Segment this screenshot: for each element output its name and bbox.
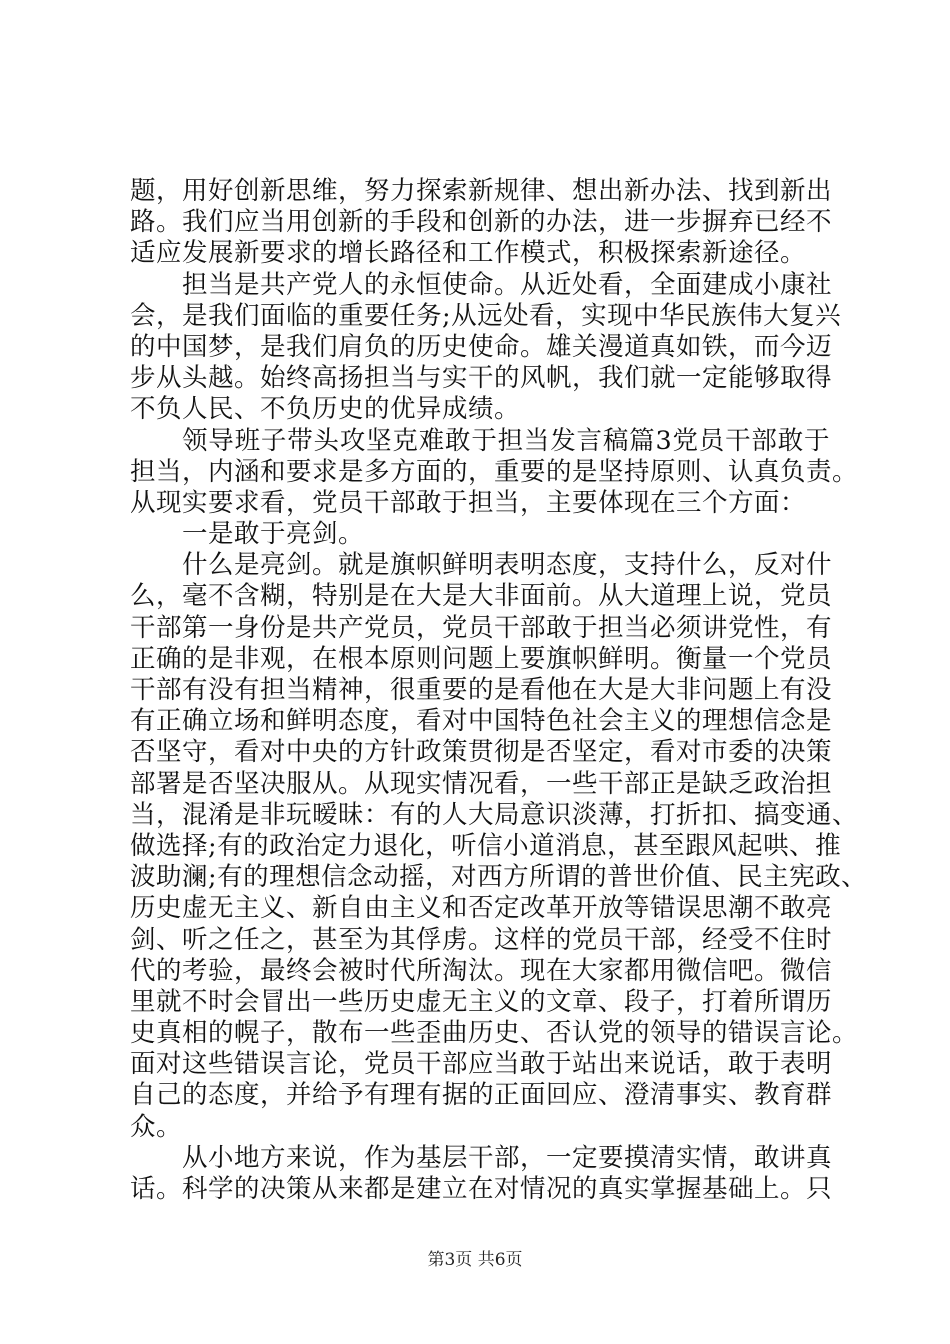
text-line: 否坚守，看对中央的方针政策贯彻是否坚定，看对市委的决策: [130, 737, 833, 768]
text-line: 面对这些错误言论，党员干部应当敢于站出来说话，敢于表明: [130, 1049, 833, 1080]
text-line: 自己的态度，并给予有理有据的正面回应、澄清事实、教育群: [130, 1080, 833, 1111]
text-line: 历史虚无主义、新自由主义和否定改革开放等错误思潮不敢亮: [130, 893, 833, 924]
text-line: 担当，内涵和要求是多方面的，重要的是坚持原则、认真负责。: [130, 456, 859, 487]
text-line: 从小地方来说，作为基层干部，一定要摸清实情，敢讲真: [182, 1142, 833, 1173]
text-line: 当，混淆是非玩暧昧：有的人大局意识淡薄，打折扣、搞变通、: [130, 799, 859, 830]
paragraph: [130, 550, 868, 1143]
text-line: 从现实要求看，党员干部敢于担当，主要体现在三个方面：: [130, 487, 807, 518]
text-line: 有正确立场和鲜明态度，看对中国特色社会主义的理想信念是: [130, 706, 833, 737]
text-line: 么，毫不含糊，特别是在大是大非面前。从大道理上说，党员: [130, 581, 833, 612]
paragraph: [130, 1142, 833, 1205]
text-line: 史真相的幌子，散布一些歪曲历史、否认党的领导的错误言论。: [130, 1018, 859, 1049]
text-line: 里就不时会冒出一些历史虚无主义的文章、段子，打着所谓历: [130, 986, 833, 1017]
text-line: 不负人民、不负历史的优异成绩。: [130, 394, 521, 425]
text-line: 波助澜;有的理想信念动摇，对西方所谓的普世价值、民主宪政、: [130, 862, 868, 893]
paragraph: [130, 425, 859, 520]
text-line: 担当是共产党人的永恒使命。从近处看，全面建成小康社: [182, 269, 833, 300]
text-line: 题，用好创新思维，努力探索新规律、想出新办法、找到新出: [130, 176, 833, 206]
text-line: 部署是否坚决服从。从现实情况看，一些干部正是缺乏政治担: [130, 768, 833, 799]
paragraph: [130, 269, 842, 426]
text-line: 什么是亮剑。就是旗帜鲜明表明态度，支持什么，反对什: [182, 550, 833, 581]
text-line: 众。: [130, 1111, 183, 1142]
text-line: 一是敢于亮剑。: [182, 519, 365, 550]
text-line: 话。科学的决策从来都是建立在对情况的真实掌握基础上。只: [130, 1174, 833, 1204]
page-footer: [0, 1245, 950, 1270]
paragraph: [130, 176, 833, 270]
paragraph: [130, 519, 830, 550]
text-line: 路。我们应当用创新的手段和创新的办法，进一步摒弃已经不: [130, 207, 833, 238]
page-number-label: 第3页 共6页: [427, 1250, 523, 1270]
text-line: 步从头越。始终高扬担当与实干的风帆，我们就一定能够取得: [130, 363, 833, 394]
text-line: 正确的是非观，在根本原则问题上要旗帜鲜明。衡量一个党员: [130, 643, 833, 674]
text-line: 做选择;有的政治定力退化，听信小道消息，甚至跟风起哄、推: [130, 830, 842, 861]
text-line: 的中国梦，是我们肩负的历史使命。雄关漫道真如铁，而今迈: [130, 331, 833, 362]
text-line: 适应发展新要求的增长路径和工作模式，积极探索新途径。: [130, 238, 807, 269]
text-line: 领导班子带头攻坚克难敢于担当发言稿篇3党员干部敢于: [182, 425, 830, 456]
text-line: 剑、听之任之，甚至为其俘虏。这样的党员干部，经受不住时: [130, 924, 833, 955]
text-line: 干部第一身份是共产党员，党员干部敢于担当必须讲党性，有: [130, 612, 833, 643]
text-line: 干部有没有担当精神，很重要的是看他在大是大非问题上有没: [130, 675, 833, 705]
document-body: [130, 176, 868, 1205]
text-line: 会，是我们面临的重要任务;从远处看，实现中华民族伟大复兴: [130, 300, 842, 331]
text-line: 代的考验，最终会被时代所淘汰。现在大家都用微信吧。微信: [130, 955, 833, 986]
